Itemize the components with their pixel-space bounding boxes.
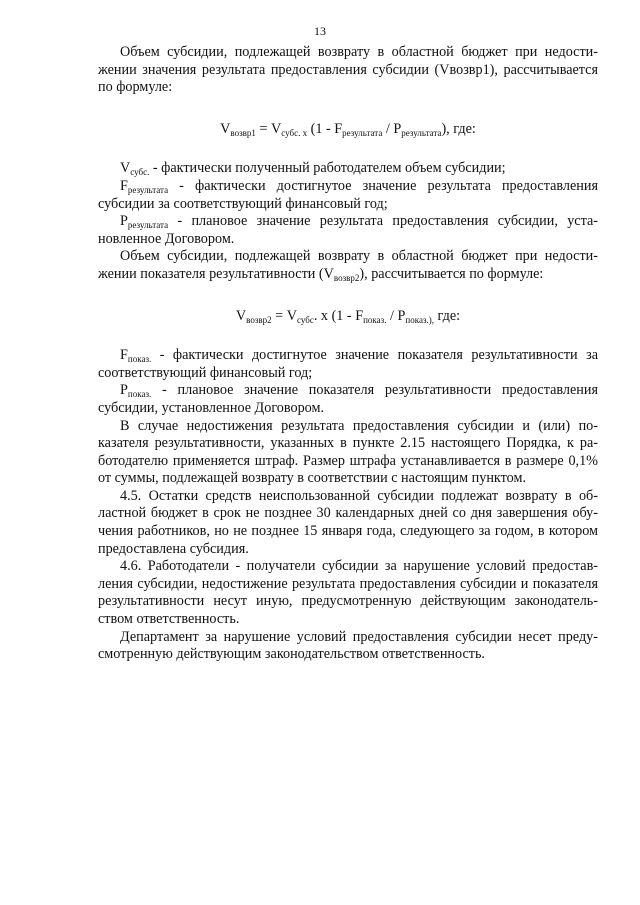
paragraph-subsidy-return-indicator: Объем субсидии, подлежащей возврату в областной бюджет при недостижении показателя результативности $(V_{возвр2})$, рассчитывается по формуле:: [98, 248, 598, 283]
definition-p-indicator: $P_{показ.}$ - плановое значение показателя результативности предоставления субсидии, установленное Договором.: [98, 382, 598, 416]
page-number: 13: [314, 24, 326, 38]
paragraph-4-5: 4.5. Остатки средств неиспользованной субсидии подлежат возврату в областной бюджет в срок не позднее 30 календарных дней со дня завершения обучения работников, но не позднее 15 января года, следующего за годом, в котором предоставлена субсидия.: [98, 487, 598, 557]
document-body: [98, 44, 598, 664]
definition-f-indicator: $F_{показ.}$ - фактически достигнутое значение показателя результативности за соответствующий финансовый год;: [98, 347, 598, 381]
definition-p-result: $P_{результата}$ - плановое значение результата предоставления субсидии, установленное Договором.: [98, 213, 598, 247]
paragraph-4-6: 4.6. Работодатели - получатели субсидии за нарушение условий предоставления субсидии, недостижение результата предоставления субсидии и показателя результативности несут иную, предусмотренную действующим законодательством ответственность.: [98, 558, 598, 628]
definition-v-subs: $V_{субс.}$ - фактически полученный работодателем объем субсидии;: [120, 160, 506, 178]
paragraph-subsidy-return-result: Объем субсидии, подлежащей возврату в областной бюджет при недостижении значения результата предоставления субсидии (Vвозвр1), рассчитывается по формуле:: [98, 44, 598, 96]
paragraph-penalty: В случае недостижения результата предоставления субсидии и (или) показателя результативности, указанных в пункте 2.15 настоящего Порядка, к работодателю применяется штраф. Размер штрафа устанавливается в размере 0,1% от суммы, подлежащей возврату в соответствии с настоящим пунктом.: [98, 417, 598, 487]
formula-vozvr2: $V_{возвр2} = V_{субс}$. х ($1 - F_{показ.} / P_{показ.),}$ где:: [235, 307, 461, 325]
formula-vozvr1: $V_{возвр1} = V_{субс. х}$ $(1 - F_{результата} / P_{результата})$, где:: [220, 120, 476, 138]
paragraph-department-liability: Департамент за нарушение условий предоставления субсидии несет предусмотренную действующим законодательством ответственность.: [98, 628, 598, 663]
definition-f-result: $F_{результата}$ - фактически достигнутое значение результата предоставления субсидии за соответствующий финансовый год;: [98, 177, 598, 212]
